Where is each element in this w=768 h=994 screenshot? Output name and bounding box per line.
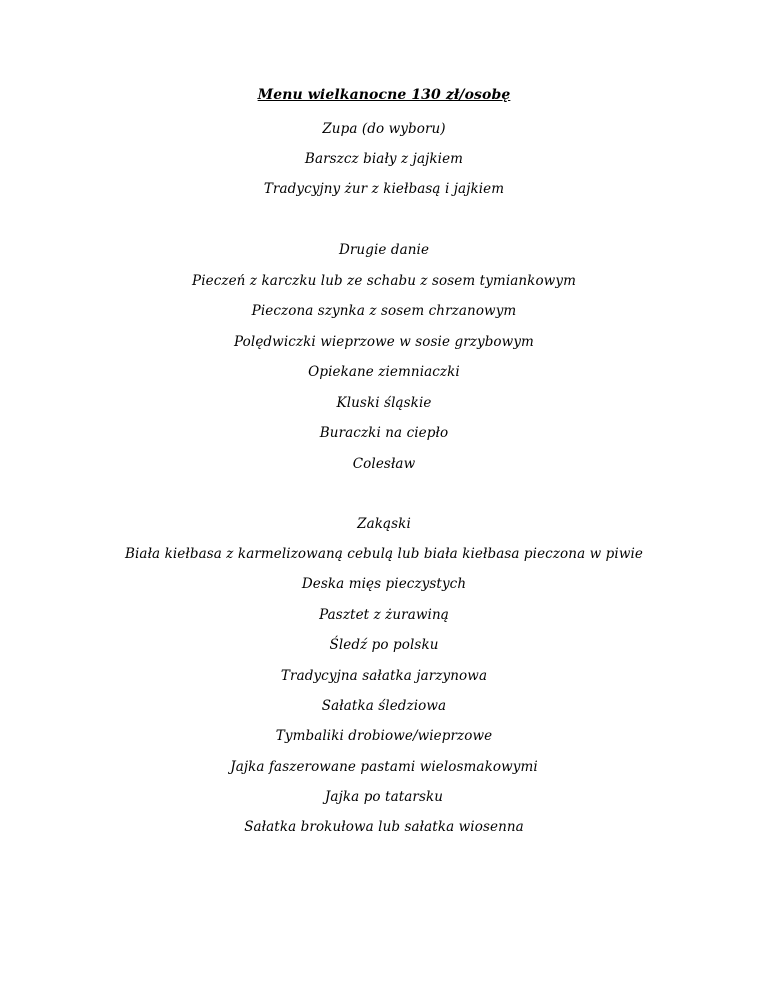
- menu-title: Menu wielkanocne 130 zł/osobę: [257, 87, 511, 103]
- menu-item: Buraczki na ciepło: [319, 425, 449, 441]
- menu-item: Tradycyjna sałatka jarzynowa: [280, 668, 488, 684]
- section-heading-appetizers: Zakąski: [357, 516, 411, 532]
- menu-item: Kluski śląskie: [336, 395, 432, 411]
- menu-item: Polędwiczki wieprzowe w sosie grzybowym: [234, 334, 534, 350]
- menu-item: Sałatka brokułowa lub sałatka wiosenna: [244, 819, 524, 835]
- section-heading-soup: Zupa (do wyboru): [322, 121, 446, 137]
- menu-item: Deska mięs pieczystych: [301, 576, 467, 592]
- menu-item: Pieczeń z karczku lub ze schabu z sosem tymiankowym: [192, 273, 576, 289]
- menu-item: Pieczona szynka z sosem chrzanowym: [251, 303, 517, 319]
- menu-item: Jajka faszerowane pastami wielosmakowymi: [230, 759, 538, 775]
- menu-item: Opiekane ziemniaczki: [308, 364, 460, 380]
- menu-item: Sałatka śledziowa: [321, 698, 447, 714]
- menu-item: Śledź po polsku: [329, 637, 439, 653]
- menu-item: Biała kiełbasa z karmelizowaną cebulą lub biała kiełbasa pieczona w piwie: [124, 546, 643, 562]
- menu-item: Tradycyjny żur z kiełbasą i jajkiem: [263, 181, 505, 197]
- section-heading-main: Drugie danie: [338, 242, 430, 258]
- menu-item: Barszcz biały z jajkiem: [304, 151, 464, 167]
- menu-item: Pasztet z żurawiną: [319, 607, 449, 623]
- menu-item: Tymbaliki drobiowe/wieprzowe: [275, 728, 493, 744]
- menu-item: Jajka po tatarsku: [324, 789, 444, 805]
- menu-item: Colesław: [352, 456, 416, 472]
